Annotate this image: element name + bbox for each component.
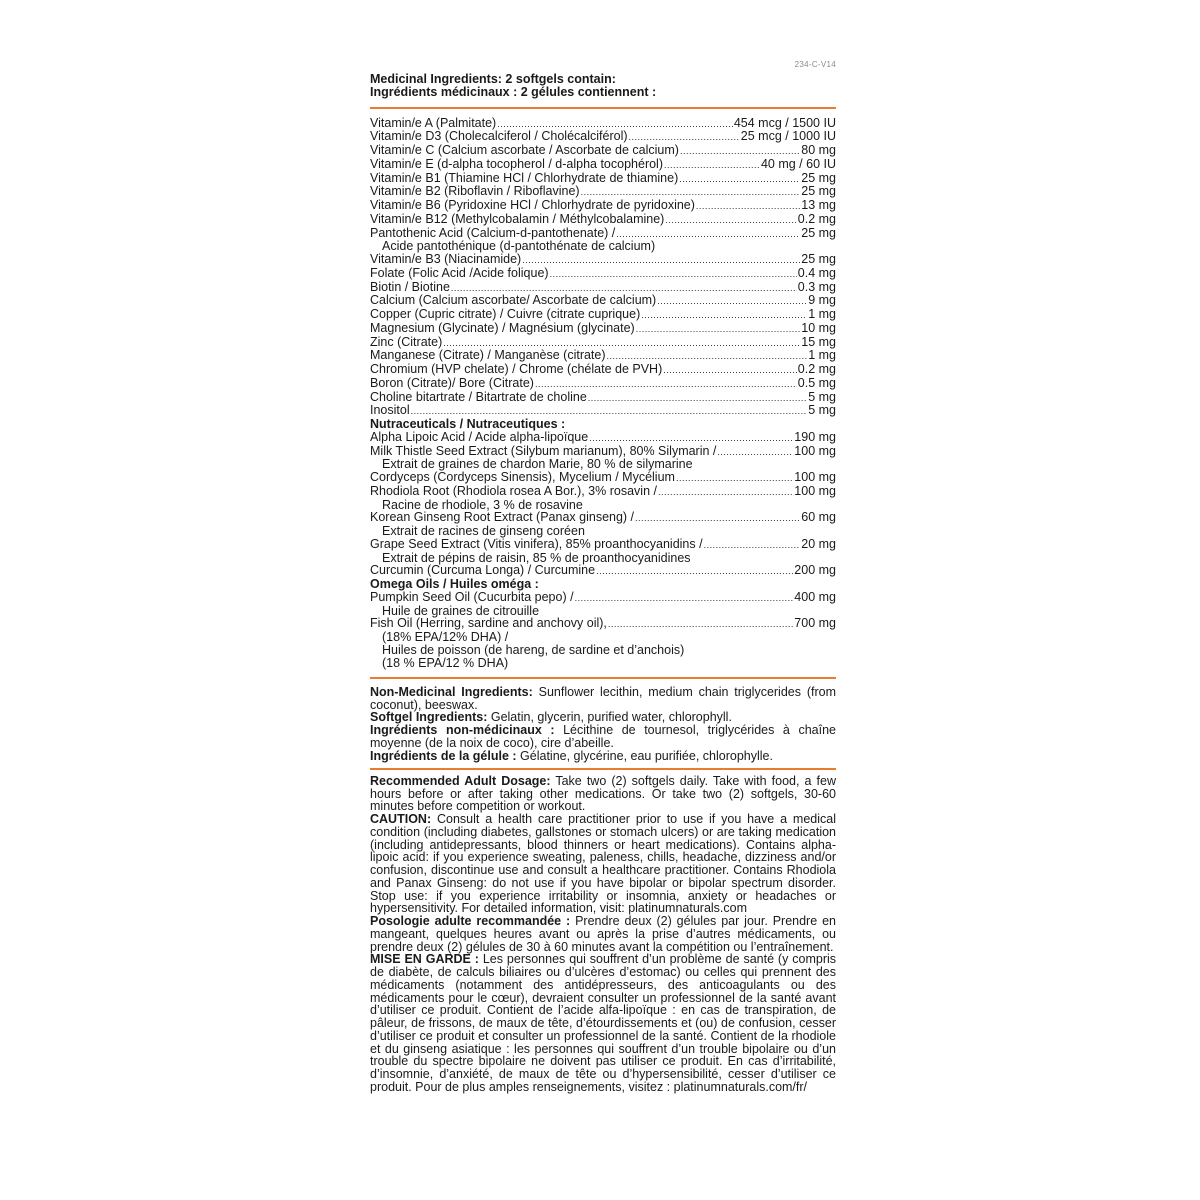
ingredient-name: Calcium (Calcium ascorbate/ Ascorbate de calcium) [370, 293, 657, 308]
ingredient-name: Cordyceps (Cordyceps Sinensis), Mycelium / Mycélium [370, 470, 675, 484]
ingredient-name: Rhodiola Root (Rhodiola rosea A Bor.), 3% rosavin / [370, 483, 657, 498]
ingredient-row [370, 185, 836, 199]
ingredient-amount: 1 mg [808, 307, 836, 321]
ingredient-amount: 0.2 mg [797, 362, 836, 376]
ingredient-name: Alpha Lipoic Acid / Acide alpha-lipoïque [370, 429, 589, 444]
ingredient-amount: 400 mg [794, 589, 836, 604]
ingredient-name: Vitamin/e A (Palmitate) [370, 115, 497, 130]
ingredient-row [370, 172, 836, 186]
ingredient-row [370, 117, 836, 131]
ingredient-french-name: Extrait de pépins de raisin, 85 % de proanthocyanidines [382, 550, 691, 565]
dot-leader [616, 227, 800, 241]
ingredient-row [370, 391, 836, 405]
ingredient-amount: 0.4 mg [797, 265, 836, 280]
softgel-ingredients-en: Softgel Ingredients: Gelatin, glycerin, purified water, chlorophyll. [370, 710, 732, 725]
ingredient-row [370, 308, 836, 322]
ingredient-amount: 5 mg [808, 403, 836, 418]
ingredient-name: Vitamin/e B3 (Niacinamide) [370, 252, 522, 266]
ingredient-name: Chromium (HVP chelate) / Chrome (chélate de PVH) [370, 362, 663, 376]
ingredient-row [370, 404, 836, 418]
dosage-section [370, 775, 836, 1094]
medicinal-ingredients [370, 117, 836, 419]
ingredient-amount: 25 mg [801, 252, 836, 266]
ingredient-amount: 5 mg [808, 389, 836, 404]
ingredient-name: Vitamin/e B6 (Pyridoxine HCl / Chlorhydrate de pyridoxine) [370, 198, 695, 212]
dot-leader [589, 431, 793, 445]
ingredient-name: Grape Seed Extract (Vitis vinifera), 85% proanthocyanidins / [370, 536, 703, 551]
ingredient-amount: 13 mg [801, 198, 836, 212]
ingredient-name: Vitamin/e D3 (Cholecalciferol / Cholécalciférol) [370, 129, 628, 144]
ingredient-name: Zinc (Citrate) [370, 334, 443, 349]
ingredient-row [370, 227, 836, 241]
ingredient-row [370, 349, 836, 363]
ingredient-amount: 100 mg [794, 470, 836, 484]
ingredient-amount: 100 mg [794, 443, 836, 458]
ingredient-amount: 25 mcg / 1000 IU [740, 129, 836, 144]
ingredient-amount: 60 mg [801, 510, 836, 525]
ingredient-row [370, 267, 836, 281]
non-medicinal-section [370, 686, 836, 763]
ingredient-french-name: Huile de graines de citrouille [382, 603, 540, 618]
ingredient-amount: 0.5 mg [797, 375, 836, 390]
dot-leader [657, 294, 807, 308]
dot-leader [717, 445, 793, 459]
ingredient-amount: 25 mg [801, 170, 836, 185]
ingredient-list [370, 117, 836, 670]
medicinal-heading-fr: Ingrédients médicinaux : 2 gélules contiennent : [370, 85, 657, 99]
dot-leader [535, 377, 797, 391]
ingredient-amount: 0.2 mg [797, 211, 836, 226]
ingredient-row [370, 253, 836, 267]
ingredient-row [370, 294, 836, 308]
ingredient-amount: 25 mg [801, 184, 836, 199]
ingredient-name: Pumpkin Seed Oil (Cucurbita pepo) / [370, 589, 574, 604]
ingredient-amount: 40 mg / 60 IU [760, 156, 836, 171]
fish-oil-detail: (18 % EPA/12 % DHA) [382, 655, 509, 670]
ingredient-row [370, 431, 836, 445]
ingredient-amount: 700 mg [794, 616, 836, 631]
dot-leader [581, 185, 801, 199]
dot-leader [704, 538, 801, 552]
label-panel [370, 60, 836, 1094]
non-medicinal-en: Non-Medicinal Ingredients: Sunflower lecithin, medium chain triglycerides (from coconut), beeswax. [370, 684, 836, 712]
ingredient-name: Vitamin/e C (Calcium ascorbate / Ascorbate de calcium) [370, 143, 679, 157]
dot-leader [635, 511, 800, 525]
dot-leader [608, 617, 793, 631]
ingredient-name: Folate (Folic Acid /Acide folique) [370, 265, 549, 280]
caution-fr: MISE EN GARDE : Les personnes qui souffrent d’un problème de santé (y compris de diabète, de calculs biliaires ou d’ulcères d’estomac) ou celles qui prennent des médicaments (notamment des antidépresseurs, des anticoagulants ou des médicaments pour le cœur), devraient consulter un professionnel de la santé avant d’utiliser ce produit. Contient de l’acide alfa-lipoïque : en cas de transpiration, de pâleur, de frissons, de maux de tête, d’étourdissements et (ou) de confusion, cesser d’utiliser ce produit et consulter un professionnel de la santé. Contient de la rhodiole et du ginseng asiatique : les personnes qui souffrent d’un trouble bipolaire ou d’un trouble du spectre bipolaire ne doivent pas utiliser ce produit. En cas d’irritabilité, d’insomnie, d’anxiété, de maux de tête ou d’hypersensibilité, cesser d’utiliser ce produit. Pour de plus amples renseignements, visitez : platinumnaturals.com/fr/ [370, 952, 837, 1094]
fish-oil-detail: (18% EPA/12% DHA) / [382, 630, 509, 644]
ingredient-row [370, 485, 836, 499]
ingredient-name: Curcumin (Curcuma Longa) / Curcumine [370, 563, 596, 578]
dot-leader [443, 336, 800, 350]
ingredient-name: Manganese (Citrate) / Manganèse (citrate) [370, 348, 606, 363]
ingredient-row [370, 199, 836, 213]
ingredient-name: Biotin / Biotine [370, 279, 450, 294]
ingredient-amount: 190 mg [794, 429, 836, 444]
dot-leader [664, 158, 760, 172]
fish-oil-detail: Huiles de poisson (de hareng, de sardine et d’anchois) [382, 642, 685, 657]
ingredient-row [370, 538, 836, 552]
softgel-ingredients-fr: Ingrédients de la gélule : Gélatine, glycérine, eau purifiée, chlorophylle. [370, 748, 773, 763]
ingredient-amount: 80 mg [801, 143, 836, 157]
nutraceuticals-heading: Nutraceuticals / Nutraceutiques : [370, 417, 566, 431]
version-code: 234-C-V14 [794, 60, 836, 69]
dot-leader [696, 199, 800, 213]
ingredient-amount: 454 mcg / 1500 IU [733, 115, 836, 130]
ingredient-row [370, 511, 836, 525]
ingredient-amount: 20 mg [801, 536, 836, 551]
ingredient-amount: 100 mg [794, 483, 836, 498]
ingredient-name: Vitamin/e B2 (Riboflavin / Riboflavine) [370, 184, 580, 199]
ingredient-row [370, 617, 836, 631]
omega-ingredients [370, 591, 836, 631]
dot-leader [629, 130, 740, 144]
ingredient-french-name: Acide pantothénique (d-pantothénate de calcium) [382, 239, 656, 254]
ingredient-amount: 9 mg [808, 293, 836, 308]
ingredient-french-name: Extrait de racines de ginseng coréen [382, 524, 585, 538]
ingredient-name: Vitamin/e B12 (Methylcobalamin / Méthylcobalamine) [370, 211, 665, 226]
nutraceutical-ingredients [370, 431, 836, 578]
ingredient-row [370, 281, 836, 295]
dot-leader [550, 267, 797, 281]
dot-leader [575, 591, 794, 605]
ingredient-name: Choline bitartrate / Bitartrate de choline [370, 389, 587, 404]
dosage-en: Recommended Adult Dosage: Take two (2) softgels daily. Take with food, a few hours before or after taking other medications. Or take two (2) softgels, 30-60 minutes before competition or workout. [370, 773, 836, 814]
dot-leader [641, 308, 807, 322]
dot-leader [411, 404, 808, 418]
ingredient-name: Vitamin/e E (d-alpha tocopherol / d-alpha tocophérol) [370, 156, 663, 171]
ingredient-name: Copper (Cupric citrate) / Cuivre (citrate cuprique) [370, 307, 641, 321]
dot-leader [588, 391, 807, 405]
dot-leader [680, 144, 800, 158]
omega-heading: Omega Oils / Huiles oméga : [370, 577, 539, 591]
ingredient-row [370, 591, 836, 605]
ingredient-row [370, 336, 836, 350]
dot-leader [663, 363, 797, 377]
ingredient-french-name: Racine de rhodiole, 3 % de rosavine [382, 497, 583, 512]
ingredient-row [370, 144, 836, 158]
ingredient-name: Inositol [370, 403, 410, 418]
ingredient-amount: 15 mg [801, 334, 836, 349]
ingredient-row [370, 363, 836, 377]
ingredient-row [370, 445, 836, 459]
non-medicinal-fr: Ingrédients non-médicinaux : Lécithine de tournesol, triglycérides à chaîne moyenne (de la noix de coco), cire d’abeille. [370, 723, 836, 750]
ingredient-name: Pantothenic Acid (Calcium-d-pantothenate) / [370, 225, 616, 240]
ingredient-row [370, 377, 836, 391]
dot-leader [636, 322, 801, 336]
ingredient-name: Korean Ginseng Root Extract (Panax ginseng) / [370, 510, 635, 525]
ingredient-french-name: Extrait de graines de chardon Marie, 80 % de silymarine [382, 457, 693, 472]
ingredient-row [370, 130, 836, 144]
dot-leader [665, 213, 796, 227]
ingredient-amount: 10 mg [801, 320, 836, 335]
ingredient-name: Vitamin/e B1 (Thiamine HCl / Chlorhydrate de thiamine) [370, 170, 679, 185]
ingredient-amount: 0.3 mg [797, 279, 836, 294]
ingredient-row [370, 213, 836, 227]
ingredient-amount: 200 mg [794, 563, 836, 578]
dosage-fr: Posologie adulte recommandée : Prendre deux (2) gélules par jour. Prendre en mangeant, quelques heures avant ou après la prise d’autres médicaments, ou prendre deux (2) gélules de 30 à 60 minutes avant la compétition ou l’entraînement. [370, 914, 836, 954]
ingredient-name: Fish Oil (Herring, sardine and anchovy oil), [370, 616, 607, 631]
ingredient-name: Boron (Citrate)/ Bore (Citrate) [370, 375, 534, 390]
medicinal-heading-en: Medicinal Ingredients: 2 softgels contain: [370, 72, 616, 86]
ingredient-row [370, 471, 836, 485]
ingredient-row [370, 564, 836, 578]
dot-leader [607, 349, 808, 363]
ingredient-name: Magnesium (Glycinate) / Magnésium (glycinate) [370, 320, 635, 335]
dot-leader [497, 117, 733, 131]
dot-leader [658, 485, 793, 499]
ingredient-row [370, 158, 836, 172]
ingredient-name: Milk Thistle Seed Extract (Silybum marianum), 80% Silymarin / [370, 443, 717, 458]
dot-leader [679, 172, 800, 186]
dot-leader [522, 253, 800, 267]
ingredient-amount: 25 mg [801, 225, 836, 240]
dot-leader [596, 564, 793, 578]
ingredient-row [370, 322, 836, 336]
dot-leader [676, 471, 793, 485]
caution-en: CAUTION: Consult a health care practitioner prior to use if you have a medical condition (including diabetes, gallstones or stomach ulcers) or are taking medication (including antidepressants, blood thinners or heart medications). Contains alpha-lipoic acid: if you experience sweating, paleness, chills, headache, dizziness and/or confusion, discontinue use and consult a healthcare practitioner. Contains Rhodiola and Panax Ginseng: do not use if you have bipolar or bipolar spectrum disorder. Stop use: if you experience irritability or insomnia, anxiety or headaches or hypersensitivity. For detailed information, visit: platinumnaturals.com [370, 812, 836, 916]
dot-leader [451, 281, 797, 295]
ingredient-amount: 1 mg [808, 348, 836, 363]
